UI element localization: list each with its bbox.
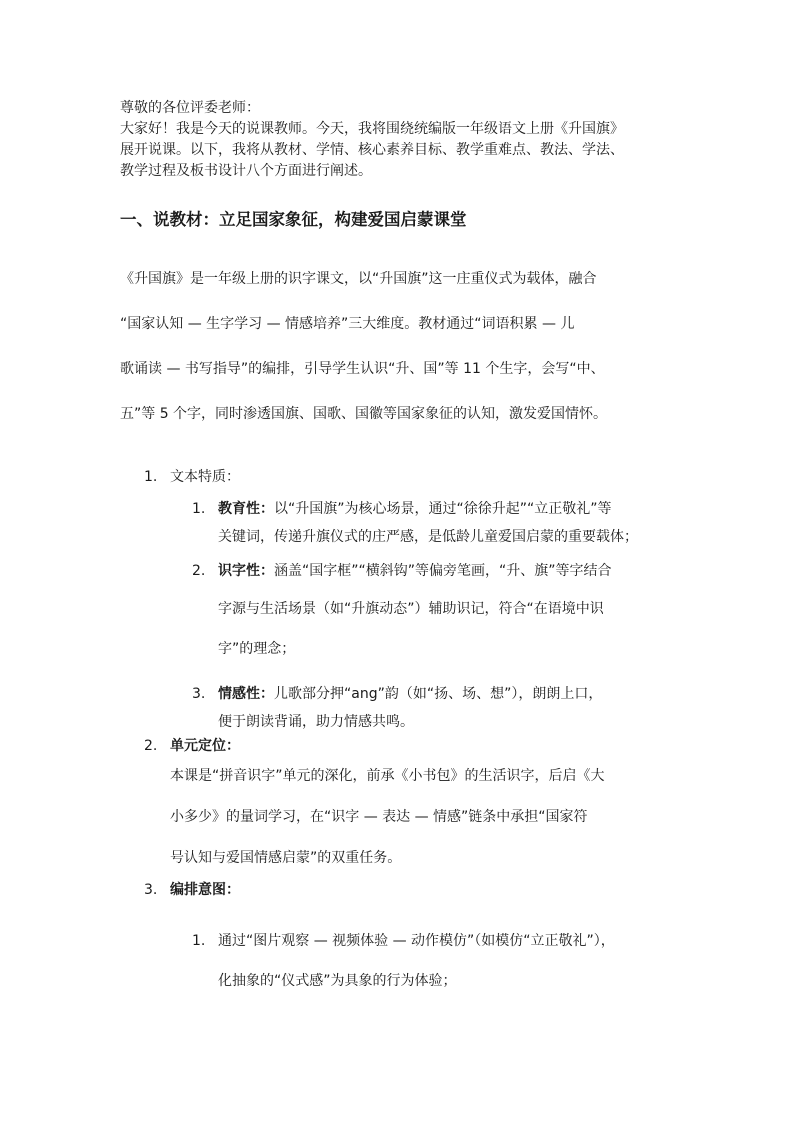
list-number: 1. xyxy=(192,501,206,517)
section-heading: 一、说教材：立足国家象征，构建爱国启蒙课堂 xyxy=(120,210,467,229)
unit-position-line-1: 本课是“拼音识字”单元的深化，前承《小书包》的生活识字，后启《大 xyxy=(170,768,605,784)
list-number: 2. xyxy=(192,563,206,579)
list-item-text-features xyxy=(144,467,240,487)
sublist-item-literacy-line-3: 字”的理念； xyxy=(218,641,296,657)
sublist-item-emotion xyxy=(192,684,602,704)
unit-position-line-2: 小多少》的量词学习，在“识字 — 表达 — 情感”链条中承担“国家符 xyxy=(170,809,588,825)
para-line-4: 五”等 5 个字，同时渗透国旗、国歌、国徽等国家象征的认知，激发爱国情怀。 xyxy=(120,406,608,422)
para-line-2: “国家认知 — 生字学习 — 情感培养”三大维度。教材通过“词语积累 — 儿 xyxy=(120,316,575,332)
sublist-item-design-1-line-2: 化抽象的“仪式感”为具象的行为体验； xyxy=(218,973,457,989)
intro-line-1: 大家好！我是今天的说课教师。今天，我将围绕统编版一年级语文上册《升国旗》 xyxy=(120,121,624,137)
sublist-item-education xyxy=(192,499,612,519)
sublist-item-literacy xyxy=(192,561,612,581)
sublist-item-design-1 xyxy=(192,931,615,951)
intro-line-3: 教学过程及板书设计八个方面进行阐述。 xyxy=(120,163,372,179)
item-text: 通过“图片观察 — 视频体验 — 动作模仿”（如模仿“立正敬礼”）， xyxy=(218,933,615,949)
list-number: 3. xyxy=(192,686,206,702)
para-line-1: 《升国旗》是一年级上册的识字课文，以“升国旗”这一庄重仪式为载体，融合 xyxy=(120,271,597,287)
intro-line-2: 展开说课。以下，我将从教材、学情、核心素养目标、教学重难点、教法、学法、 xyxy=(120,142,624,158)
list-title: 文本特质： xyxy=(170,469,240,485)
intro-greeting: 尊敬的各位评委老师： xyxy=(120,100,260,116)
item-text: 涵盖“国字框”“横斜钩”等偏旁笔画，“升、旗”等字结合 xyxy=(274,563,612,579)
list-number: 1. xyxy=(144,469,158,485)
list-number: 1. xyxy=(192,933,206,949)
sublist-item-emotion-line-2: 便于朗读背诵，助力情感共鸣。 xyxy=(218,714,414,730)
item-label: 教育性： xyxy=(218,501,274,517)
item-label: 情感性： xyxy=(218,686,274,702)
item-label: 识字性： xyxy=(218,563,274,579)
list-item-unit-position xyxy=(144,736,240,756)
list-number: 2. xyxy=(144,738,158,754)
unit-position-line-3: 号认知与爱国情感启蒙”的双重任务。 xyxy=(170,850,402,866)
list-title: 单元定位： xyxy=(170,738,240,754)
item-text: 儿歌部分押“ang”韵（如“扬、场、想”），朗朗上口， xyxy=(274,686,603,702)
list-number: 3. xyxy=(144,882,158,898)
sublist-item-education-line-2: 关键词，传递升旗仪式的庄严感，是低龄儿童爱国启蒙的重要载体； xyxy=(218,529,638,545)
sublist-item-literacy-line-2: 字源与生活场景（如“升旗动态”）辅助识记，符合“在语境中识 xyxy=(218,601,604,617)
list-title: 编排意图： xyxy=(170,882,240,898)
item-text: 以“升国旗”为核心场景，通过“徐徐升起”“立正敬礼”等 xyxy=(274,501,612,517)
list-item-design-intent xyxy=(144,880,240,900)
para-line-3: 歌诵读 — 书写指导”的编排，引导学生认识“升、国”等 11 个生字，会写“中、 xyxy=(120,361,605,377)
